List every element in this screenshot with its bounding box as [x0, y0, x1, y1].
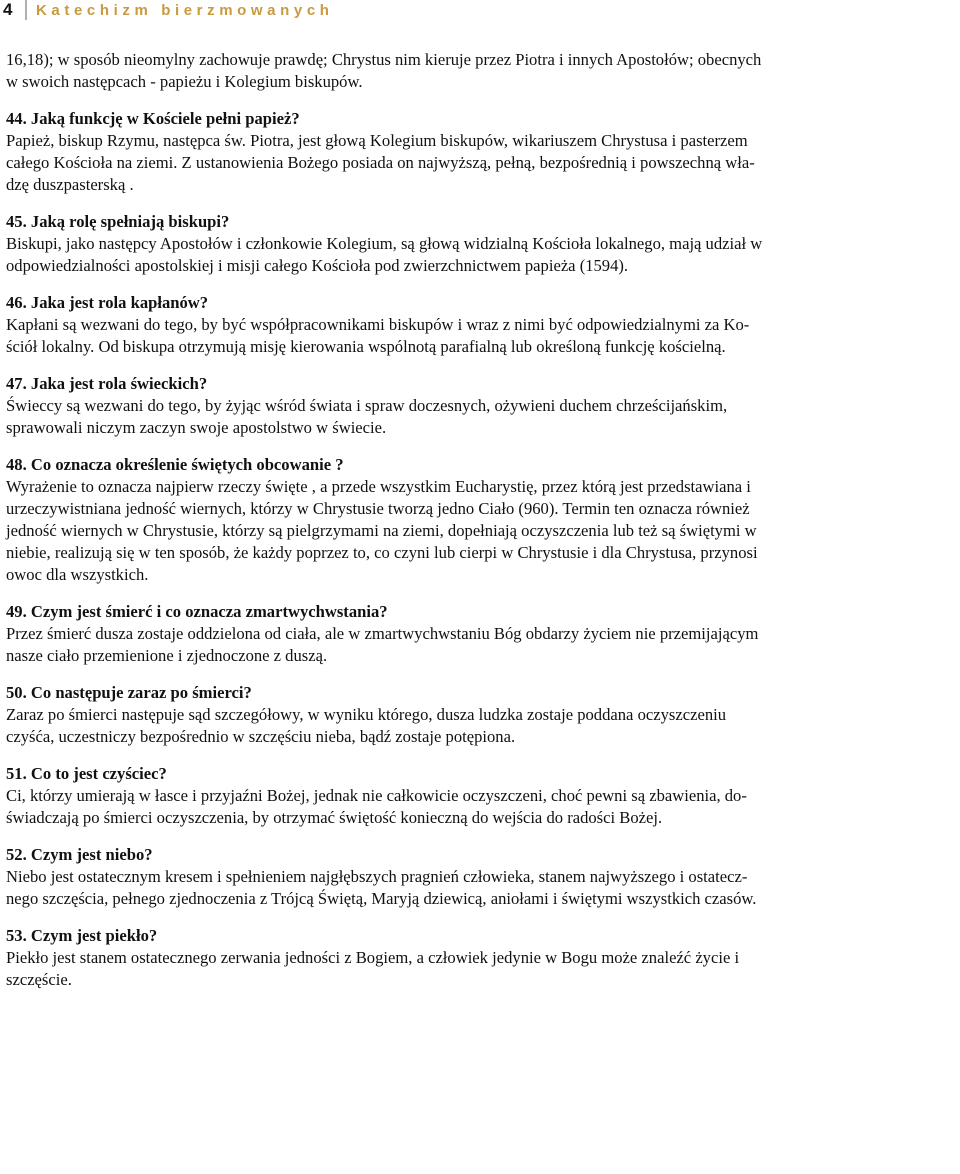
answer-text [6, 395, 954, 439]
text-line: całego Kościoła na ziemi. Z ustanowienia Bożego posiada on najwyższą, pełną, bezpośrednią i powszechną wła- [6, 153, 755, 172]
question-block [6, 292, 954, 358]
question-block [6, 844, 954, 910]
question-heading: 48. Co oznacza określenie świętych obcowanie ? [6, 455, 344, 474]
question-block [6, 601, 954, 667]
question-heading: 44. Jaką funkcję w Kościele pełni papież? [6, 109, 300, 128]
text-line: Biskupi, jako następcy Apostołów i członkowie Kolegium, są głową widzialną Kościoła lokalnego, mają udział w [6, 234, 763, 253]
text-line: nasze ciało przemienione i zjednoczone z duszą. [6, 646, 328, 665]
text-line: Kapłani są wezwani do tego, by być współpracownikami biskupów i wraz z nimi być odpowiedzialnymi za Ko- [6, 315, 750, 334]
question-block [6, 682, 954, 748]
text-line: szczęście. [6, 970, 72, 989]
question-heading: 47. Jaka jest rola świeckich? [6, 374, 208, 393]
text-line: odpowiedzialności apostolskiej i misji całego Kościoła pod zwierzchnictwem papieża (1594). [6, 256, 629, 275]
question-block [6, 108, 954, 196]
text-line: Zaraz po śmierci następuje sąd szczegółowy, w wyniku którego, dusza ludzka zostaje poddana oczyszczeniu [6, 705, 727, 724]
question-block [6, 925, 954, 991]
text-line: dzę duszpasterską . [6, 175, 134, 194]
intro-paragraph [6, 49, 954, 93]
question-block [6, 373, 954, 439]
question-heading: 53. Czym jest piekło? [6, 926, 158, 945]
document-body [6, 49, 954, 991]
text-line: sprawowali niczym zaczyn swoje apostolstwo w świecie. [6, 418, 387, 437]
answer-text [6, 476, 954, 586]
text-line: Wyrażenie to oznacza najpierw rzeczy święte , a przede wszystkim Eucharystię, przez którą jest przedstawiana i [6, 477, 751, 496]
page-number: 4 [3, 0, 13, 19]
answer-text [6, 130, 954, 196]
running-title: Katechizm bierzmowanych [36, 1, 334, 19]
question-heading: 45. Jaką rolę spełniają biskupi? [6, 212, 230, 231]
text-line: świadczają po śmierci oczyszczenia, by otrzymać świętość konieczną do wejścia do radości Bożej. [6, 808, 663, 827]
text-line: urzeczywistniana jedność wiernych, którzy w Chrystusie tworzą jedno Ciało (960). Termin ten oznacza również [6, 499, 750, 518]
header-divider [25, 0, 27, 20]
question-heading: 51. Co to jest czyściec? [6, 764, 167, 783]
answer-text [6, 704, 954, 748]
text-line: ściół lokalny. Od biskupa otrzymują misję kierowania wspólnotą parafialną lub określoną funkcję kościelną. [6, 337, 726, 356]
text-line: Świeccy są wezwani do tego, by żyjąc wśród świata i spraw doczesnych, ożywieni duchem chrześcijańskim, [6, 396, 728, 415]
page-header [0, 0, 960, 20]
answer-text [6, 947, 954, 991]
question-block [6, 211, 954, 277]
text-line: 16,18); w sposób nieomylny zachowuje prawdę; Chrystus nim kieruje przez Piotra i innych Apostołów; obecnych [6, 50, 762, 69]
text-line: jedność wiernych w Chrystusie, którzy są pielgrzymami na ziemi, dopełniają oczyszczenia lub też są świętymi w [6, 521, 757, 540]
question-heading: 46. Jaka jest rola kapłanów? [6, 293, 209, 312]
text-line: nego szczęścia, pełnego zjednoczenia z Trójcą Świętą, Maryją dziewicą, aniołami i świętymi wszystkich czasów. [6, 889, 757, 908]
text-line: Przez śmierć dusza zostaje oddzielona od ciała, ale w zmartwychwstaniu Bóg obdarzy życiem nie przemijającym [6, 624, 759, 643]
question-block [6, 763, 954, 829]
text-line: niebie, realizują się w ten sposób, że każdy poprzez to, co czyni lub cierpi w Chrystusie i dla Chrystusa, przynosi [6, 543, 758, 562]
text-line: czyśća, uczestniczy bezpośrednio w szczęściu nieba, bądź zostaje potępiona. [6, 727, 516, 746]
text-line: Papież, biskup Rzymu, następca św. Piotra, jest głową Kolegium biskupów, wikariuszem Chrystusa i pasterzem [6, 131, 748, 150]
text-line: Niebo jest ostatecznym kresem i spełnieniem najgłębszych pragnień człowieka, stanem najwyższego i ostatecz- [6, 867, 748, 886]
answer-text [6, 866, 954, 910]
answer-text [6, 233, 954, 277]
question-heading: 49. Czym jest śmierć i co oznacza zmartwychwstania? [6, 602, 388, 621]
text-line: Ci, którzy umierają w łasce i przyjaźni Bożej, jednak nie całkowicie oczyszczeni, choć pewni są zbawienia, do- [6, 786, 747, 805]
text-line: owoc dla wszystkich. [6, 565, 149, 584]
question-block [6, 454, 954, 586]
text-line: Piekło jest stanem ostatecznego zerwania jedności z Bogiem, a człowiek jedynie w Bogu może znaleźć życie i [6, 948, 740, 967]
question-list [6, 108, 954, 991]
answer-text [6, 623, 954, 667]
answer-text [6, 314, 954, 358]
answer-text [6, 785, 954, 829]
text-line: w swoich następcach - papieżu i Kolegium biskupów. [6, 72, 363, 91]
question-heading: 50. Co następuje zaraz po śmierci? [6, 683, 252, 702]
question-heading: 52. Czym jest niebo? [6, 845, 153, 864]
